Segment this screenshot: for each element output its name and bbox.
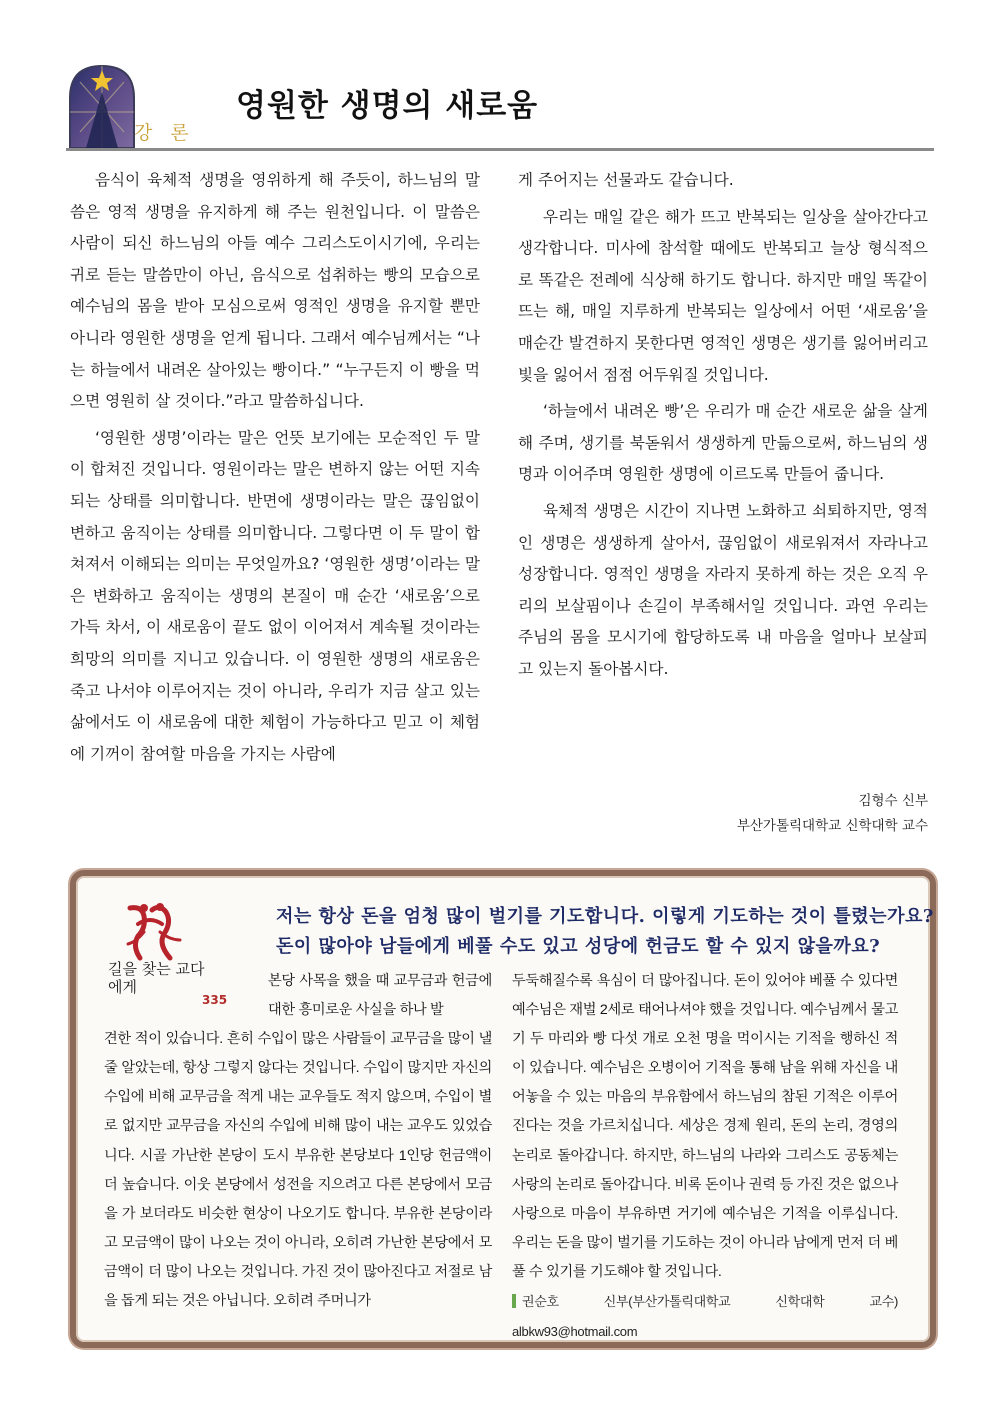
page-header bbox=[66, 56, 934, 152]
sermon-left-column bbox=[70, 165, 480, 770]
series-title: 길을 찾는 교다에게 bbox=[108, 960, 205, 996]
sermon-signature bbox=[737, 789, 928, 839]
author-marker-icon bbox=[512, 1294, 516, 1308]
sermon-paragraph: 음식이 육체적 생명을 영위하게 해 주듯이, 하느님의 말씀은 영적 생명을 유지하게 해 주는 원천입니다. 이 말씀은 사람이 되신 하느님의 아들 예수 그리스도이시기에, 우리는 귀로 듣는 말씀만이 아닌, 음식으로 섭취하는 빵의 모습으로 예수님의 몸을 받아 모심으로써 영적인 생명을 유지할 뿐만 아니라 영원한 생명을 얻게 됩니다. 그래서 예수님께서는 “나는 하늘에서 내려온 살아있는 빵이다.” “누구든지 이 빵을 먹으면 영원히 살 것이다.”라고 말씀하십니다. bbox=[70, 171, 480, 411]
column-author bbox=[512, 1287, 898, 1347]
sermon-paragraph: 우리는 매일 같은 해가 뜨고 반복되는 일상을 살아간다고 생각합니다. 미사에 참석할 때에도 반복되고 늘상 형식적으로 똑같은 전례에 식상해 하기도 합니다. 하지만 매일 똑같이 뜨는 해, 매일 지루하게 반복되는 일상에서 어떤 ‘새로움’을 매순간 발견하지 못한다면 영적인 생명은 생기를 잃어버리고 빛을 잃어서 점점 어두워질 것입니다. bbox=[518, 207, 928, 384]
sermon-right-column bbox=[518, 165, 928, 686]
section-label: 강 론 bbox=[134, 122, 195, 144]
answer-text: 견한 적이 있습니다. 흔히 수입이 많은 사람들이 교무금을 많이 낼 줄 알았는데, 항상 그렇지 않다는 것입니다. 수입이 많지만 자신의 수입에 비해 교무금을 적게 내는 교우들도 적지 않으며, 수입이 별로 없지만 교무금을 자신의 수입에 비해 많이 내는 교우도 있었습니다. 시골 가난한 본당이 도시 부유한 본당보다 1인당 헌금액이 더 높습니다. 이웃 본당에서 성전을 지으려고 다른 본당에서 모금을 가 보더라도 비슷한 현상이 나오기도 합니다. 부유한 본당이라고 모금액이 많이 나오는 것이 아니라, 오히려 가난한 본당에서 모금액이 더 많이 나오는 것입니다. 가진 것이 많아진다고 저절로 남을 돕게 되는 것은 아닙니다. 오히려 주머니가 bbox=[104, 1031, 492, 1310]
dancing-figures-icon bbox=[100, 902, 210, 962]
church-window-logo bbox=[66, 62, 138, 148]
sermon-paragraph: ‘영원한 생명’이라는 말은 언뜻 보기에는 모순적인 두 말이 합쳐진 것입니다. 영원이라는 말은 변하지 않는 어떤 지속되는 상태를 의미합니다. 반면에 생명이라는 말은 끊임없이 변하고 움직이는 상태를 의미합니다. 그렇다면 이 두 말이 합쳐져서 이해되는 의미는 무엇일까요? ‘영원한 생명’이라는 말은 변화하고 움직이는 생명의 본질이 매 순간 ‘새로움’으로 가득 차서, 이 새로움이 끝도 없이 이어져서 계속될 것이라는 희망의 의미를 지니고 있습니다. 이 영원한 생명의 새로움은 죽고 나서야 이루어지는 것이 아니라, 우리가 지금 살고 있는 삶에서도 이 새로움에 대한 체험이 가능하다고 믿고 이 체험에 기꺼이 참여할 마음을 가지는 사람에 bbox=[70, 428, 480, 763]
sermon-paragraph: 게 주어지는 선물과도 같습니다. bbox=[518, 171, 734, 189]
question-line: 돈이 많아야 남들에게 베풀 수도 있고 성당에 헌금도 할 수 있지 않을까요? bbox=[276, 936, 881, 957]
sermon-paragraph: 육체적 생명은 시간이 지나면 노화하고 쇠퇴하지만, 영적인 생명은 생생하게 살아서, 끊임없이 새로워져서 자라나고 성장합니다. 영적인 생명을 자라지 못하게 하는 것은 오직 우리의 보살핌이나 손길이 부족해서일 것입니다. 과연 우리는 주님의 몸을 모시기에 합당하도록 내 마음을 얼마나 보살피고 있는지 돌아봅시다. bbox=[518, 501, 928, 678]
sermon-paragraph: ‘하늘에서 내려온 빵’은 우리가 매 순간 새로운 삶을 살게 해 주며, 생기를 북돋워서 생생하게 만듦으로써, 하느님의 생명과 이어주며 영원한 생명에 이르도록 만들어 줍니다. bbox=[518, 402, 928, 484]
series-number: 335 bbox=[202, 993, 228, 1007]
header-divider bbox=[66, 148, 934, 151]
page-title: 영원한 생명의 새로움 bbox=[236, 88, 539, 124]
answer-first-lines: 본당 사목을 했을 때 교무금과 헌금에 대한 흥미로운 사실을 하나 발 bbox=[268, 973, 492, 1019]
column-author-text: 권순호 신부(부산가톨릭대학교 신학대학 교수) albkw93@hotmail.com bbox=[512, 1294, 898, 1340]
stained-glass-icon bbox=[66, 62, 138, 148]
answer-left-column bbox=[104, 967, 492, 1316]
question-heading bbox=[276, 902, 934, 962]
author-title: 부산가톨릭대학교 신학대학 교수 bbox=[736, 818, 928, 834]
answer-right-column bbox=[512, 967, 898, 1347]
question-line: 저는 항상 돈을 엄청 많이 벌기를 기도합니다. 이렇게 기도하는 것이 틀렸는가요? bbox=[276, 906, 934, 927]
author-name: 김형수 신부 bbox=[858, 793, 928, 809]
answer-text: 두둑해질수록 욕심이 더 많아집니다. 돈이 있어야 베풀 수 있다면 예수님은 재벌 2세로 태어나셔야 했을 것입니다. 예수님께서 물고기 두 마리와 빵 다섯 개로 오천 명을 먹이시는 기적을 행하신 적이 있습니다. 예수님은 오병이어 기적을 통해 남을 위해 자신을 내어놓을 수 있는 마음의 부유함에서 하느님의 참된 기적은 이루어진다는 것을 가르치십니다. 세상은 경제 원리, 돈의 논리, 경영의 논리로 돌아갑니다. 하지만, 하느님의 나라와 그리스도 공동체는 사랑의 논리로 돌아갑니다. 비록 돈이나 권력 등 가진 것은 없으나 사랑으로 마음이 부유하면 거기에 예수님은 기적을 이루십니다. 우리는 돈을 많이 벌기를 기도하는 것이 아니라 남에게 먼저 더 베풀 수 있기를 기도해야 할 것입니다. bbox=[512, 973, 898, 1280]
